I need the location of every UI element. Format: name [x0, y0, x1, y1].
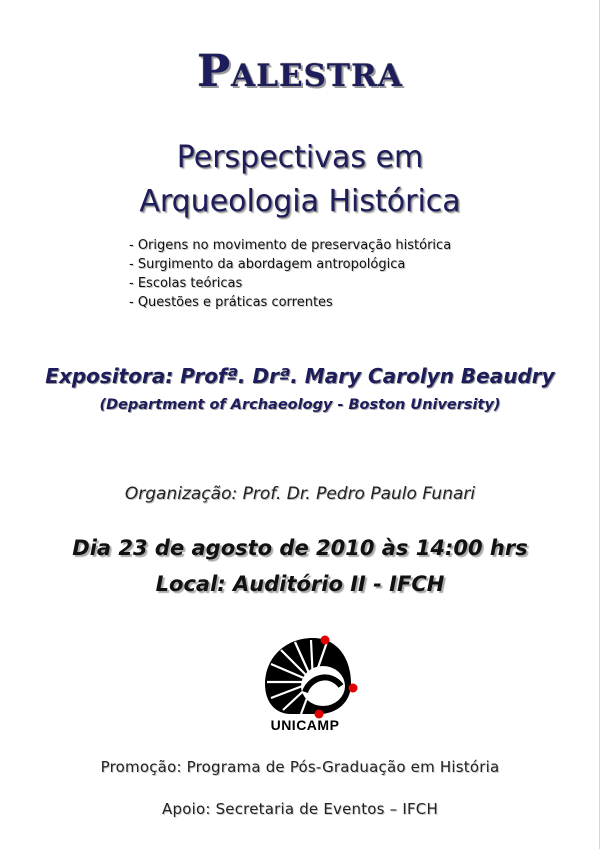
topic-item: - Origens no movimento de preservação histórica — [129, 236, 451, 255]
topics-list — [129, 236, 451, 312]
talk-title-line-2: Arqueologia Histórica — [139, 184, 461, 219]
unicamp-logo-text: UNICAMP — [270, 717, 340, 733]
topic-item: - Surgimento da abordagem antropológica — [129, 255, 451, 274]
support: Apoio: Secretaria de Eventos – IFCH — [162, 800, 438, 818]
event-location: Local: Auditório II - IFCH — [155, 572, 445, 596]
promotion: Promoção: Programa de Pós-Graduação em História — [100, 758, 500, 776]
topic-item: - Escolas teóricas — [129, 274, 451, 293]
poster-title: Palestra — [197, 46, 403, 97]
speaker-affiliation: (Department of Archaeology - Boston University) — [99, 397, 501, 413]
organizer: Organização: Prof. Dr. Pedro Paulo Funari — [124, 484, 476, 504]
talk-title-line-1: Perspectivas em — [176, 140, 424, 175]
topic-item: - Questões e práticas correntes — [129, 293, 451, 312]
speaker: Expositora: Profª. Drª. Mary Carolyn Beaudry — [45, 364, 555, 388]
event-date: Dia 23 de agosto de 2010 às 14:00 hrs — [72, 536, 528, 560]
